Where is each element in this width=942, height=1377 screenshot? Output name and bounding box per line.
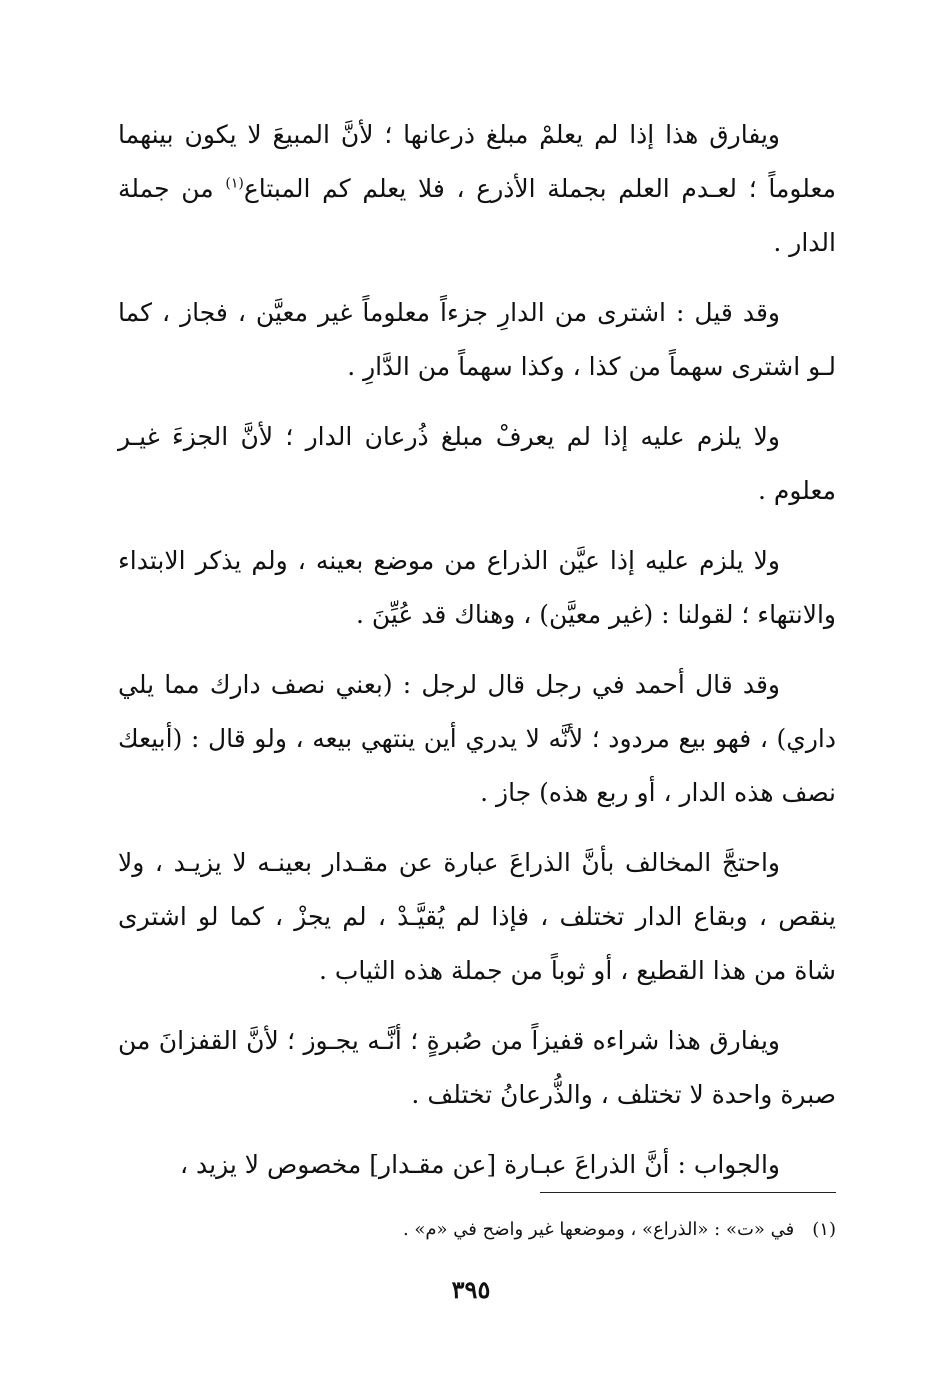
paragraph-4: ولا يلزم عليه إذا عيَّن الذراع من موضع بعينه ، ولم يذكر الابتداء والانتهاء ؛ لقولنا : (غير معيَّن) ، وهناك قد عُيِّنَ . — [118, 546, 836, 629]
paragraph-6: واحتجَّ المخالف بأنَّ الذراعَ عبارة عن مقـدار بعينـه لا يزيـد ، ولا ينقص ، وبقاع الدار تختلف ، فإذا لم يُقيَّـدْ ، لم يجزْ ، كما لو اشترى شاة من هذا القطيع ، أو ثوباً من جملة هذه الثياب . — [118, 848, 836, 985]
paragraph-3: ولا يلزم عليه إذا لم يعرفْ مبلغ ذُرعان الدار ؛ لأنَّ الجزءَ غيـر معلوم . — [118, 422, 836, 505]
footnote-number: (١) — [812, 1219, 836, 1240]
paragraph-2: وقد قيل : اشترى من الدارِ جزءاً معلوماً غير معيَّن ، فجاز ، كما لـو اشترى سهماً من كذا ، وكذا سهماً من الدَّارِ . — [118, 298, 836, 381]
paragraph-7: ويفارق هذا شراءه قفيزاً من صُبرةٍ ؛ أنَّـه يجـوز ؛ لأنَّ القفزانَ من صبرة واحدة لا تختلف ، والذُّرعانُ تختلف . — [118, 1026, 836, 1109]
paragraph-1: ويفارق هذا إذا لم يعلمْ مبلغ ذرعانها ؛ لأنَّ المبيعَ لا يكون بينهما معلوماً ؛ لعـدم العلم بجملة الأذرع ، فلا يعلم كم المبتاع$^{(١)}$ من جملة الدار . — [118, 120, 836, 257]
footnote-text: في «ت» : «الذراع» ، وموضعها غير واضح في «م» . — [402, 1219, 795, 1240]
footnote — [116, 1215, 836, 1245]
main-text — [118, 108, 836, 1208]
page-number: ٣٩٥ — [451, 1275, 491, 1304]
footnote-reference[interactable]: (١) — [225, 175, 244, 192]
footnote-divider — [540, 1192, 836, 1193]
paragraph-8: والجواب : أنَّ الذراعَ عبـارة [عن مقـدار] مخصوص لا يزيد ، — [179, 1150, 780, 1179]
paragraph-5: وقد قال أحمد في رجل قال لرجل : (بعني نصف دارك مما يلي داري) ، فهو بيع مردود ؛ لأنَّه لا يدري أين ينتهي بيعه ، ولو قال : (أبيعك نصف هذه الدار ، أو ربع هذه) جاز . — [118, 670, 836, 807]
